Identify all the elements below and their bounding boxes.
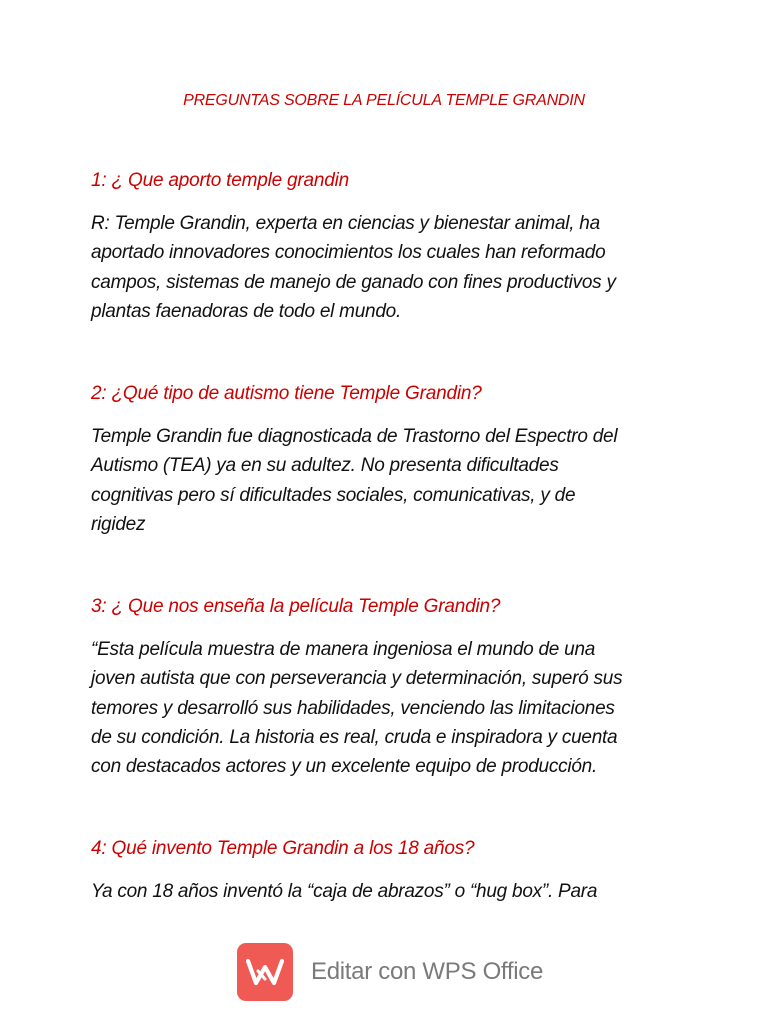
answer-4-line-1: Ya con 18 años inventó la “caja de abrazos” o “hug box”. Para bbox=[91, 881, 598, 902]
answer-2-line-4: rigidez bbox=[91, 513, 146, 535]
answer-4 bbox=[91, 877, 691, 906]
answer-2-line-1: Temple Grandin fue diagnosticada de Trastorno del Espectro del bbox=[91, 426, 618, 447]
wps-edit-label: Editar con WPS Office bbox=[311, 958, 544, 985]
page-title: PREGUNTAS SOBRE LA PELÍCULA TEMPLE GRANDIN bbox=[183, 92, 585, 109]
answer-3 bbox=[91, 635, 691, 781]
answer-2-line-2: Autismo (TEA) ya en su adultez. No presenta dificultades bbox=[91, 455, 559, 477]
answer-3-line-4: de su condición. La historia es real, cruda e inspiradora y cuenta bbox=[91, 726, 618, 748]
wps-edit-banner[interactable] bbox=[237, 943, 543, 1001]
question-3: 3: ¿ Que nos enseña la película Temple Grandin? bbox=[91, 596, 501, 617]
answer-2 bbox=[91, 422, 691, 539]
answer-3-line-3: temores y desarrolló sus habilidades, venciendo las limitaciones bbox=[91, 697, 615, 719]
answer-1-line-3: campos, sistemas de manejo de ganado con fines productivos y bbox=[91, 271, 616, 293]
answer-3-line-1: “Esta película muestra de manera ingeniosa el mundo de una bbox=[91, 639, 596, 660]
answer-3-line-5: con destacados actores y un excelente equipo de producción. bbox=[91, 756, 597, 778]
answer-2-line-3: cognitivas pero sí dificultades sociales, comunicativas, y de bbox=[91, 484, 576, 506]
answer-1-line-4: plantas faenadoras de todo el mundo. bbox=[91, 300, 402, 322]
answer-1-line-1: R: Temple Grandin, experta en ciencias y bienestar animal, ha bbox=[91, 213, 600, 234]
wps-office-logo-icon bbox=[237, 943, 293, 1001]
answer-3-line-2: joven autista que con perseverancia y determinación, superó sus bbox=[91, 668, 623, 690]
answer-1-line-2: aportado innovadores conocimientos los cuales han reformado bbox=[91, 242, 606, 264]
question-4: 4: Qué invento Temple Grandin a los 18 años? bbox=[91, 838, 475, 859]
question-2: 2: ¿Qué tipo de autismo tiene Temple Grandin? bbox=[91, 383, 482, 404]
question-1: 1: ¿ Que aporto temple grandin bbox=[91, 170, 350, 191]
answer-1 bbox=[91, 209, 691, 326]
